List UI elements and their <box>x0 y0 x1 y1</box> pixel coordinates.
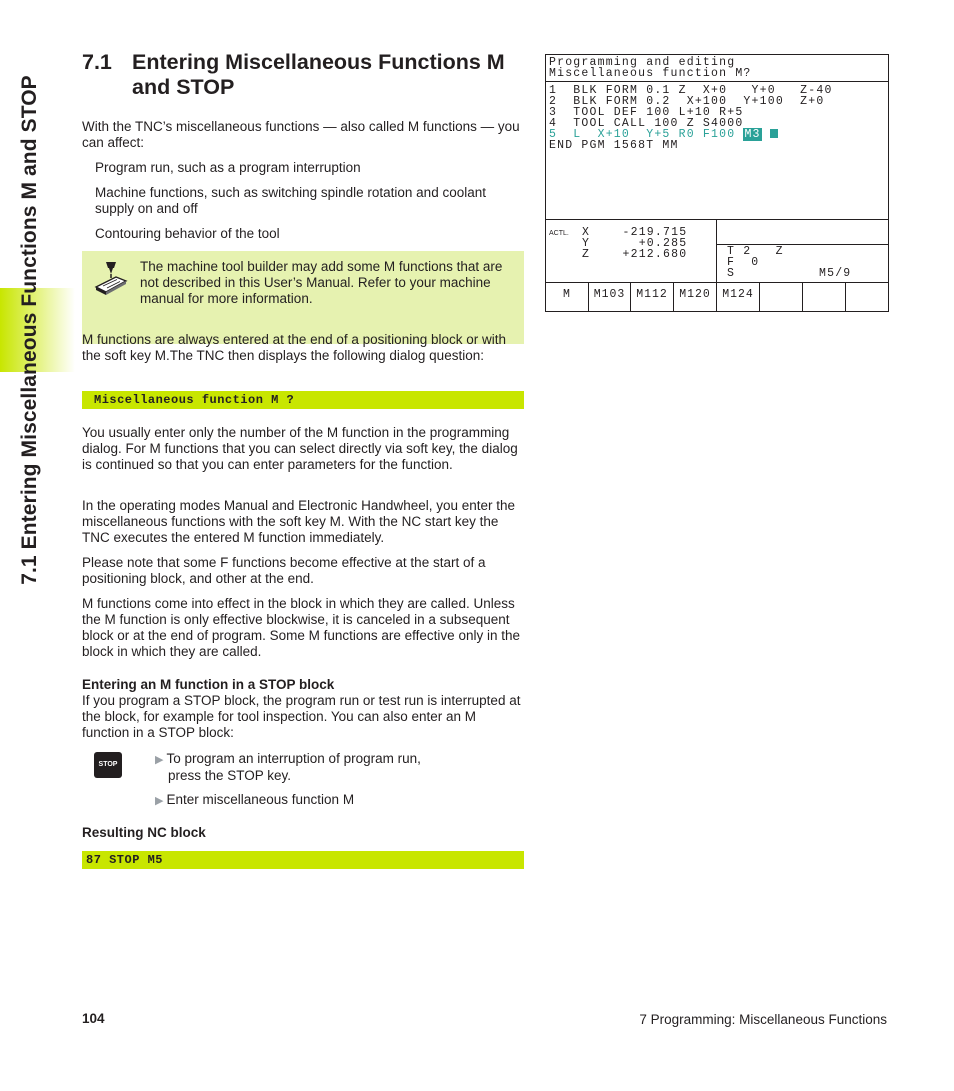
paragraph-f-functions: Please note that some F functions become effective at the start of a positioning block, and other at the end. <box>82 555 486 586</box>
paragraph-usually-enter: You usually enter only the number of the M function in the programming dialog. For M functions that you can select directly via soft key, the dialog is continued so that you can enter parameters for the function. <box>82 425 518 472</box>
paragraph-operating-modes: In the operating modes Manual and Electronic Handwheel, you enter the miscellaneous functions with the soft key M. With the NC start key the TNC executes the entered M function immediately. <box>82 498 516 545</box>
softkey-m103[interactable]: M103 <box>589 283 631 312</box>
screen-dialog-prompt: Miscellaneous function M? <box>549 67 752 80</box>
intro-paragraph: With the TNC’s miscellaneous functions — also called M functions — you can affect: <box>82 119 520 150</box>
bullet-machine-functions: Machine functions, such as switching spindle rotation and coolant supply on and off <box>95 185 486 216</box>
resulting-nc-heading: Resulting NC block <box>82 825 206 840</box>
note-box <box>82 251 524 344</box>
screen-mode-title: Programming and editing <box>549 56 736 69</box>
softkey-m[interactable]: M <box>546 283 589 312</box>
softkey-empty[interactable] <box>846 283 888 312</box>
section-number: 7.1 <box>82 50 112 74</box>
screen-header <box>546 55 888 82</box>
stop-block-heading: Entering an M function in a STOP block <box>82 677 335 692</box>
dialog-question-bar <box>82 391 524 409</box>
dialog-question-text: Miscellaneous function M ? <box>94 393 295 407</box>
step-enter-m-function: ▶ Enter miscellaneous function M <box>155 792 355 807</box>
status-tool: T 2 Z <box>727 245 784 258</box>
actl-label: ACTL. <box>549 230 569 237</box>
program-line: 3 TOOL DEF 100 L+10 R+5 <box>549 106 744 119</box>
status-spindle: S <box>727 267 736 280</box>
tnc-screen <box>545 54 889 312</box>
side-running-title: 7.1 Entering Miscellaneous Functions M and STOP <box>18 75 41 585</box>
softkey-row <box>546 282 888 312</box>
program-line-active: 5 L X+10 Y+5 R0 F100 M3 <box>549 129 885 140</box>
cursor-block <box>770 129 778 138</box>
program-end-line: END PGM 1568T MM <box>549 139 679 152</box>
status-feed: F 0 <box>727 256 760 269</box>
resulting-nc-text: 87 STOP M5 <box>86 853 164 867</box>
program-listing <box>549 85 885 151</box>
position-z: Z +212.680 <box>582 248 688 261</box>
status-m-functions: M5/9 <box>819 267 852 280</box>
m3-highlight: M3 <box>744 128 761 141</box>
program-line: 2 BLK FORM 0.2 X+100 Y+100 Z+0 <box>549 95 825 108</box>
section-title: Entering Miscellaneous Functions M and STOP <box>132 50 505 99</box>
position-y: Y +0.285 <box>582 237 688 250</box>
paragraph-m-effect: M functions come into effect in the block in which they are called. Unless the M function is only effective blockwise, it is canceled in a subsequent block or at the end of program. Some M functions are effective only in the block in which they are called. <box>82 596 520 659</box>
step-arrow-icon: ▶ <box>155 795 164 807</box>
machine-tool-icon <box>92 259 130 297</box>
footer-chapter: 7 Programming: Miscellaneous Functions <box>639 1012 887 1027</box>
softkey-m120[interactable]: M120 <box>674 283 717 312</box>
position-x: X -219.715 <box>582 226 688 239</box>
note-text: The machine tool builder may add some M functions that are not described in this User’s Manual. Refer to your machine manual for more information. <box>140 259 503 306</box>
paragraph-m-functions-entered: M functions are always entered at the end of a positioning block or with the soft key M.The TNC then displays the following dialog question: <box>82 332 506 363</box>
softkey-empty[interactable] <box>803 283 846 312</box>
step-arrow-icon: ▶ <box>155 754 164 766</box>
bullet-program-run: Program run, such as a program interruption <box>95 160 361 175</box>
stop-key-icon: STOP <box>94 752 122 778</box>
softkey-empty[interactable] <box>760 283 803 312</box>
program-line: 1 BLK FORM 0.1 Z X+0 Y+0 Z-40 <box>549 84 833 97</box>
stop-block-paragraph: If you program a STOP block, the program run or test run is interrupted at the block, for example for tool inspection. You can also enter an M function in a STOP block: <box>82 693 521 740</box>
step-press-stop: ▶ To program an interruption of program run, press the STOP key. <box>155 751 421 783</box>
page-number: 104 <box>82 1011 105 1026</box>
softkey-m112[interactable]: M112 <box>631 283 674 312</box>
resulting-nc-bar <box>82 851 524 869</box>
softkey-m124[interactable]: M124 <box>717 283 760 312</box>
status-display <box>717 219 888 282</box>
position-display <box>546 219 717 282</box>
bullet-contouring: Contouring behavior of the tool <box>95 226 280 241</box>
program-line: 4 TOOL CALL 100 Z S4000 <box>549 117 744 130</box>
